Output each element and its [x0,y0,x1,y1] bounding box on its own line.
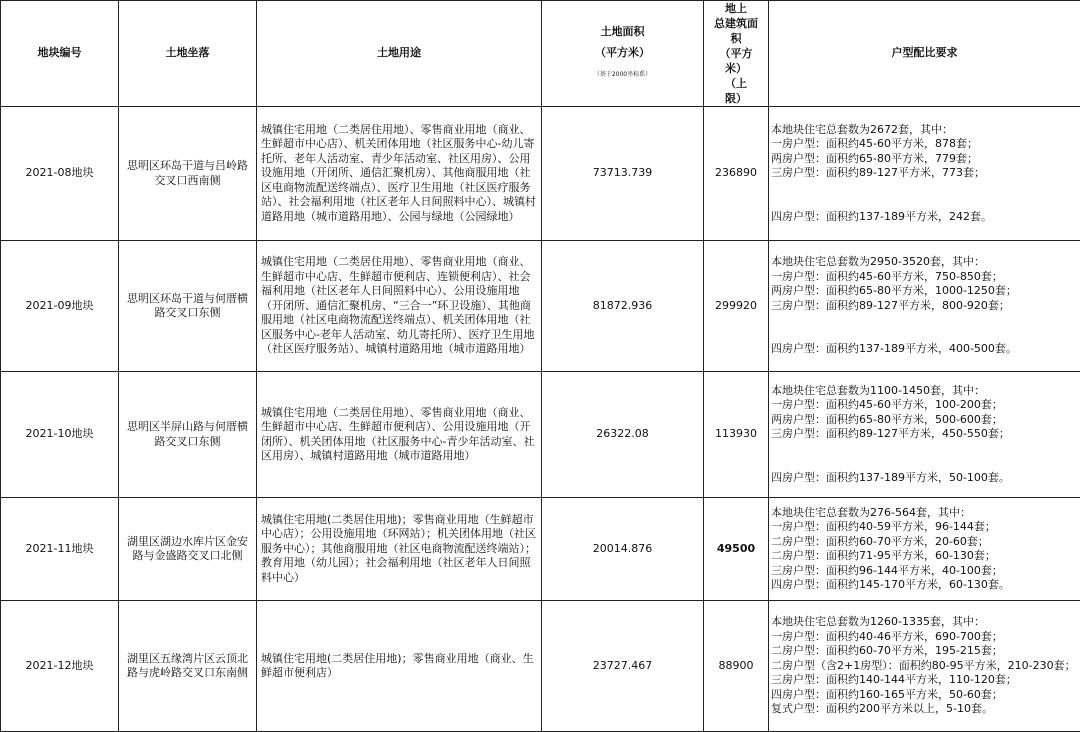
plot-usage: 城镇住宅用地（二类居住用地）、零售商业用地（商业、生鲜超市中心店）、机关团体用地（社区服务中心-幼儿寄托所、老年人活动室、青少年活动室、社区用房）、公用设施用地（开闭所、通信汇聚机房）、其他商服用地（社区电商物流配送终端点）、医疗卫生用地（社区医疗服务站）、社会福利用地（社区老年人日间照料中心）、城镇村道路用地（城市道路用地）、公园与绿地（公园绿地） [257,107,542,241]
header-unit-requirements: 户型配比要求 [769,1,1080,107]
plot-id: 2021-08地块 [1,107,119,241]
req-line: 本地块住宅总套数为2672套，其中： [771,123,1078,138]
plot-area: 73713.739 [542,107,704,241]
req-line: 两房户型：面积约65-80平方米，500-600套； [771,413,1078,428]
plot-id: 2021-12地块 [1,601,119,732]
req-line: 四房户型：面积约145-170平方米，60-130套。 [771,578,1078,593]
plot-usage: 城镇住宅用地(二类居住用地)；零售商业用地（生鲜超市中心店）；公用设施用地（环网站）；机关团体用地（社区服务中心）；其他商服用地（社区电商物流配送终端站）；教育用地（幼儿园）；社会福利用地（社区老年人日间照料中心） [257,498,542,601]
req-line: 本地块住宅总套数为1100-1450套，其中： [771,384,1078,399]
req-line: 一房户型：面积约45-60平方米，100-200套； [771,398,1078,413]
plot-area: 20014.876 [542,498,704,601]
req-line: 三房户型：面积约140-144平方米，110-120套； [771,673,1078,688]
header-area-unit: （平方米） [544,45,701,60]
plot-location: 湖里区五缘湾片区云顶北路与虎岭路交叉口东南侧 [119,601,257,732]
req-line: 三房户型：面积约89-127平方米，773套； [771,166,1078,181]
header-area [542,1,704,107]
plot-location: 思明区环岛干道与吕岭路交叉口西南侧 [119,107,257,241]
table-row [1,372,1080,498]
plot-usage: 城镇住宅用地（二类居住用地）、零售商业用地（商业、生鲜超市中心店、生鲜超市便利店）、公用设施用地（开闭所）、机关团体用地（社区服务中心-青少年活动室、社区用房）、城镇村道路用地（城市道路用地） [257,372,542,498]
plot-gfa: 88900 [704,601,769,732]
unit-requirements [769,601,1080,732]
header-area-note: （基于2000坐标系） [544,68,701,83]
req-line: 二房户型：面积约71-95平方米，60-130套； [771,549,1078,564]
req-line: 四房户型：面积约137-189平方米，242套。 [771,210,1078,225]
header-gfa-line: （上 [706,76,766,91]
table-row [1,498,1080,601]
req-line: 一房户型：面积约45-60平方米，878套； [771,137,1078,152]
unit-requirements [769,498,1080,601]
plot-area: 26322.08 [542,372,704,498]
req-line: 四房户型：面积约160-165平方米，50-60套； [771,688,1078,703]
req-line: 一房户型：面积约40-46平方米，690-700套； [771,630,1078,645]
plot-gfa: 236890 [704,107,769,241]
unit-requirements [769,241,1080,372]
req-line: 两房户型：面积约65-80平方米，1000-1250套； [771,284,1078,299]
header-row [1,1,1080,107]
req-line: 复式户型：面积约200平方米以上，5-10套。 [771,702,1078,717]
req-line: 三房户型：面积约89-127平方米，800-920套； [771,299,1078,314]
req-line [771,456,1078,471]
req-line: 二房户型：面积约60-70平方米，195-215套； [771,644,1078,659]
plot-usage: 城镇住宅用地(二类居住用地)；零售商业用地（商业、生鲜超市便利店） [257,601,542,732]
header-gfa-line: 总建筑面 [706,16,766,31]
header-plot-id: 地块编号 [1,1,119,107]
header-gfa-line: 地上 [706,1,766,16]
req-line: 三房户型：面积约89-127平方米，450-550套； [771,427,1078,442]
req-line: 四房户型：面积约137-189平方米，400-500套。 [771,342,1078,357]
header-gfa-line: （平方 [706,46,766,61]
header-gfa-line: 积 [706,31,766,46]
req-line: 本地块住宅总套数为1260-1335套，其中： [771,615,1078,630]
plot-usage: 城镇住宅用地（二类居住用地）、零售商业用地（商业、生鲜超市中心店、生鲜超市便利店、连锁便利店）、社会福利用地（社区老年人日间照料中心）、公用设施用地（开闭所、通信汇聚机房、“三合一”环卫设施）、其他商服用地（社区电商物流配送终端点）、机关团体用地（社区服务中心-老年人活动室、幼儿寄托所）、医疗卫生用地（社区医疗服务站）、城镇村道路用地（城市道路用地） [257,241,542,372]
plot-id: 2021-11地块 [1,498,119,601]
plot-location: 思明区环岛干道与何厝横路交叉口东侧 [119,241,257,372]
table-row [1,241,1080,372]
header-gfa-line: 米） [706,61,766,76]
header-gfa [704,1,769,107]
plot-area: 81872.936 [542,241,704,372]
req-line [771,442,1078,457]
plot-gfa: 49500 [704,498,769,601]
req-line: 一房户型：面积约40-59平方米，96-144套； [771,520,1078,535]
req-line: 本地块住宅总套数为2950-3520套，其中： [771,255,1078,270]
req-line: 二房户型（含2+1房型）：面积约80-95平方米，210-230套； [771,659,1078,674]
plot-gfa: 299920 [704,241,769,372]
header-gfa-line: 限） [706,91,766,106]
req-line: 本地块住宅总套数为276-564套，其中： [771,506,1078,521]
req-line [771,313,1078,328]
req-line [771,195,1078,210]
plot-area: 23727.467 [542,601,704,732]
header-location: 土地坐落 [119,1,257,107]
req-line [771,181,1078,196]
plot-id: 2021-10地块 [1,372,119,498]
plot-id: 2021-09地块 [1,241,119,372]
table-row [1,107,1080,241]
req-line: 两房户型：面积约65-80平方米，779套； [771,152,1078,167]
table-row [1,601,1080,732]
unit-requirements [769,372,1080,498]
header-usage: 土地用途 [257,1,542,107]
header-area-title: 土地面积 [544,24,701,39]
plot-gfa: 113930 [704,372,769,498]
req-line: 一房户型：面积约45-60平方米，750-850套； [771,270,1078,285]
plot-location: 思明区半屏山路与何厝横路交叉口东侧 [119,372,257,498]
req-line [771,328,1078,343]
unit-requirements [769,107,1080,241]
plot-location: 湖里区湖边水库片区金安路与金盛路交叉口北侧 [119,498,257,601]
req-line: 二房户型：面积约60-70平方米，20-60套； [771,535,1078,550]
req-line: 四房户型：面积约137-189平方米，50-100套。 [771,471,1078,486]
req-line: 三房户型：面积约96-144平方米，40-100套； [771,564,1078,579]
